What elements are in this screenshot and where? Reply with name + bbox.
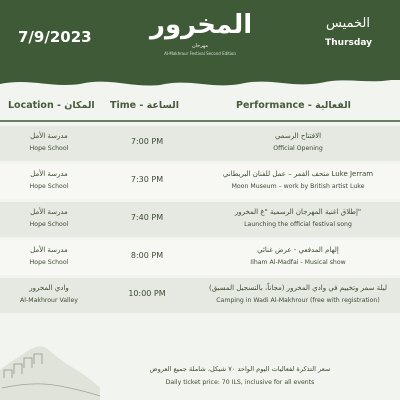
- performance-ar: الافتتاح الرسمي: [274, 132, 322, 140]
- day-arabic: الخميس: [326, 16, 370, 31]
- table-row: [0, 240, 400, 275]
- performance-cell: [196, 206, 400, 231]
- day-english: Thursday: [325, 38, 372, 48]
- performance-ar: إلهام المدفعي - عرض غنائي: [257, 246, 339, 254]
- location-en: Hope School: [29, 145, 69, 152]
- header-divider: [0, 120, 400, 122]
- table-header: [0, 95, 400, 117]
- location-en: Al-Makhrour Valley: [20, 297, 78, 304]
- column-performance: Performance - الفعالية: [236, 100, 351, 111]
- performance-en: Camping in Wadi Al-Makhrour (free with registration): [216, 297, 380, 304]
- location-ar: مدرسة الأمل: [30, 170, 68, 178]
- performance-en: Moon Museum – work by British artist Luke: [231, 183, 365, 190]
- table-row: [0, 278, 400, 313]
- location-en: Hope School: [29, 259, 69, 266]
- time-cell: 7:40 PM: [130, 213, 164, 222]
- performance-cell: [196, 244, 400, 269]
- performance-cell: [196, 168, 400, 193]
- performance-en: Launching the official festival song: [244, 221, 352, 228]
- location-ar: وادي المخرور: [29, 284, 69, 292]
- location-en: Hope School: [29, 183, 69, 190]
- column-time: Time - الساعة: [110, 100, 179, 111]
- ticket-footer: [0, 355, 400, 400]
- time-cell: 7:00 PM: [130, 137, 164, 146]
- performance-en: Official Opening: [273, 145, 323, 152]
- performance-en: Ilham Al-Madfai - Musical show: [250, 259, 346, 266]
- location-cell: [0, 282, 98, 307]
- location-cell: [0, 130, 98, 155]
- table-row: [0, 202, 400, 237]
- location-cell: [0, 206, 98, 231]
- time-cell: 8:00 PM: [130, 251, 164, 260]
- logo-title: المخرور: [150, 10, 253, 40]
- location-en: Hope School: [29, 221, 69, 228]
- time-cell: 7:30 PM: [130, 175, 164, 184]
- logo-subtitle-ar: مهرجان: [191, 43, 209, 49]
- performance-cell: [196, 282, 400, 307]
- event-date: 7/9/2023: [18, 28, 92, 46]
- ticket-price-en: Daily ticket price: 70 ILS, inclusive for all events: [165, 379, 315, 386]
- location-ar: مدرسة الأمل: [30, 208, 68, 216]
- logo-subtitle-en: Al-Makhrour Festival Second Edition: [164, 51, 236, 56]
- location-ar: مدرسة الأمل: [30, 132, 68, 140]
- time-cell: 10:00 PM: [128, 289, 166, 298]
- table-row: [0, 126, 400, 161]
- festival-logo: [150, 8, 253, 72]
- performance-ar: متحف القمر – عمل للفنان البريطاني Luke Jerram: [222, 170, 374, 178]
- brush-edge-decoration: [0, 72, 400, 90]
- location-cell: [0, 244, 98, 269]
- table-row: [0, 164, 400, 199]
- location-ar: مدرسة الأمل: [30, 246, 68, 254]
- performance-cell: [196, 130, 400, 155]
- location-cell: [0, 168, 98, 193]
- performance-ar: ليلة سمر وتخييم في وادي المخرور (مجاناً، بالتسجيل المسبق): [208, 284, 387, 292]
- header-banner: [0, 0, 400, 80]
- ticket-price-ar: سعر التذكرة لفعاليات اليوم الواحد ٧٠ شيكل، شاملة جميع العروض: [149, 365, 331, 373]
- column-location: Location - المكان: [8, 100, 95, 111]
- performance-ar: إطلاق اغنية المهرجان الرسمية "غ المخرور": [234, 208, 362, 216]
